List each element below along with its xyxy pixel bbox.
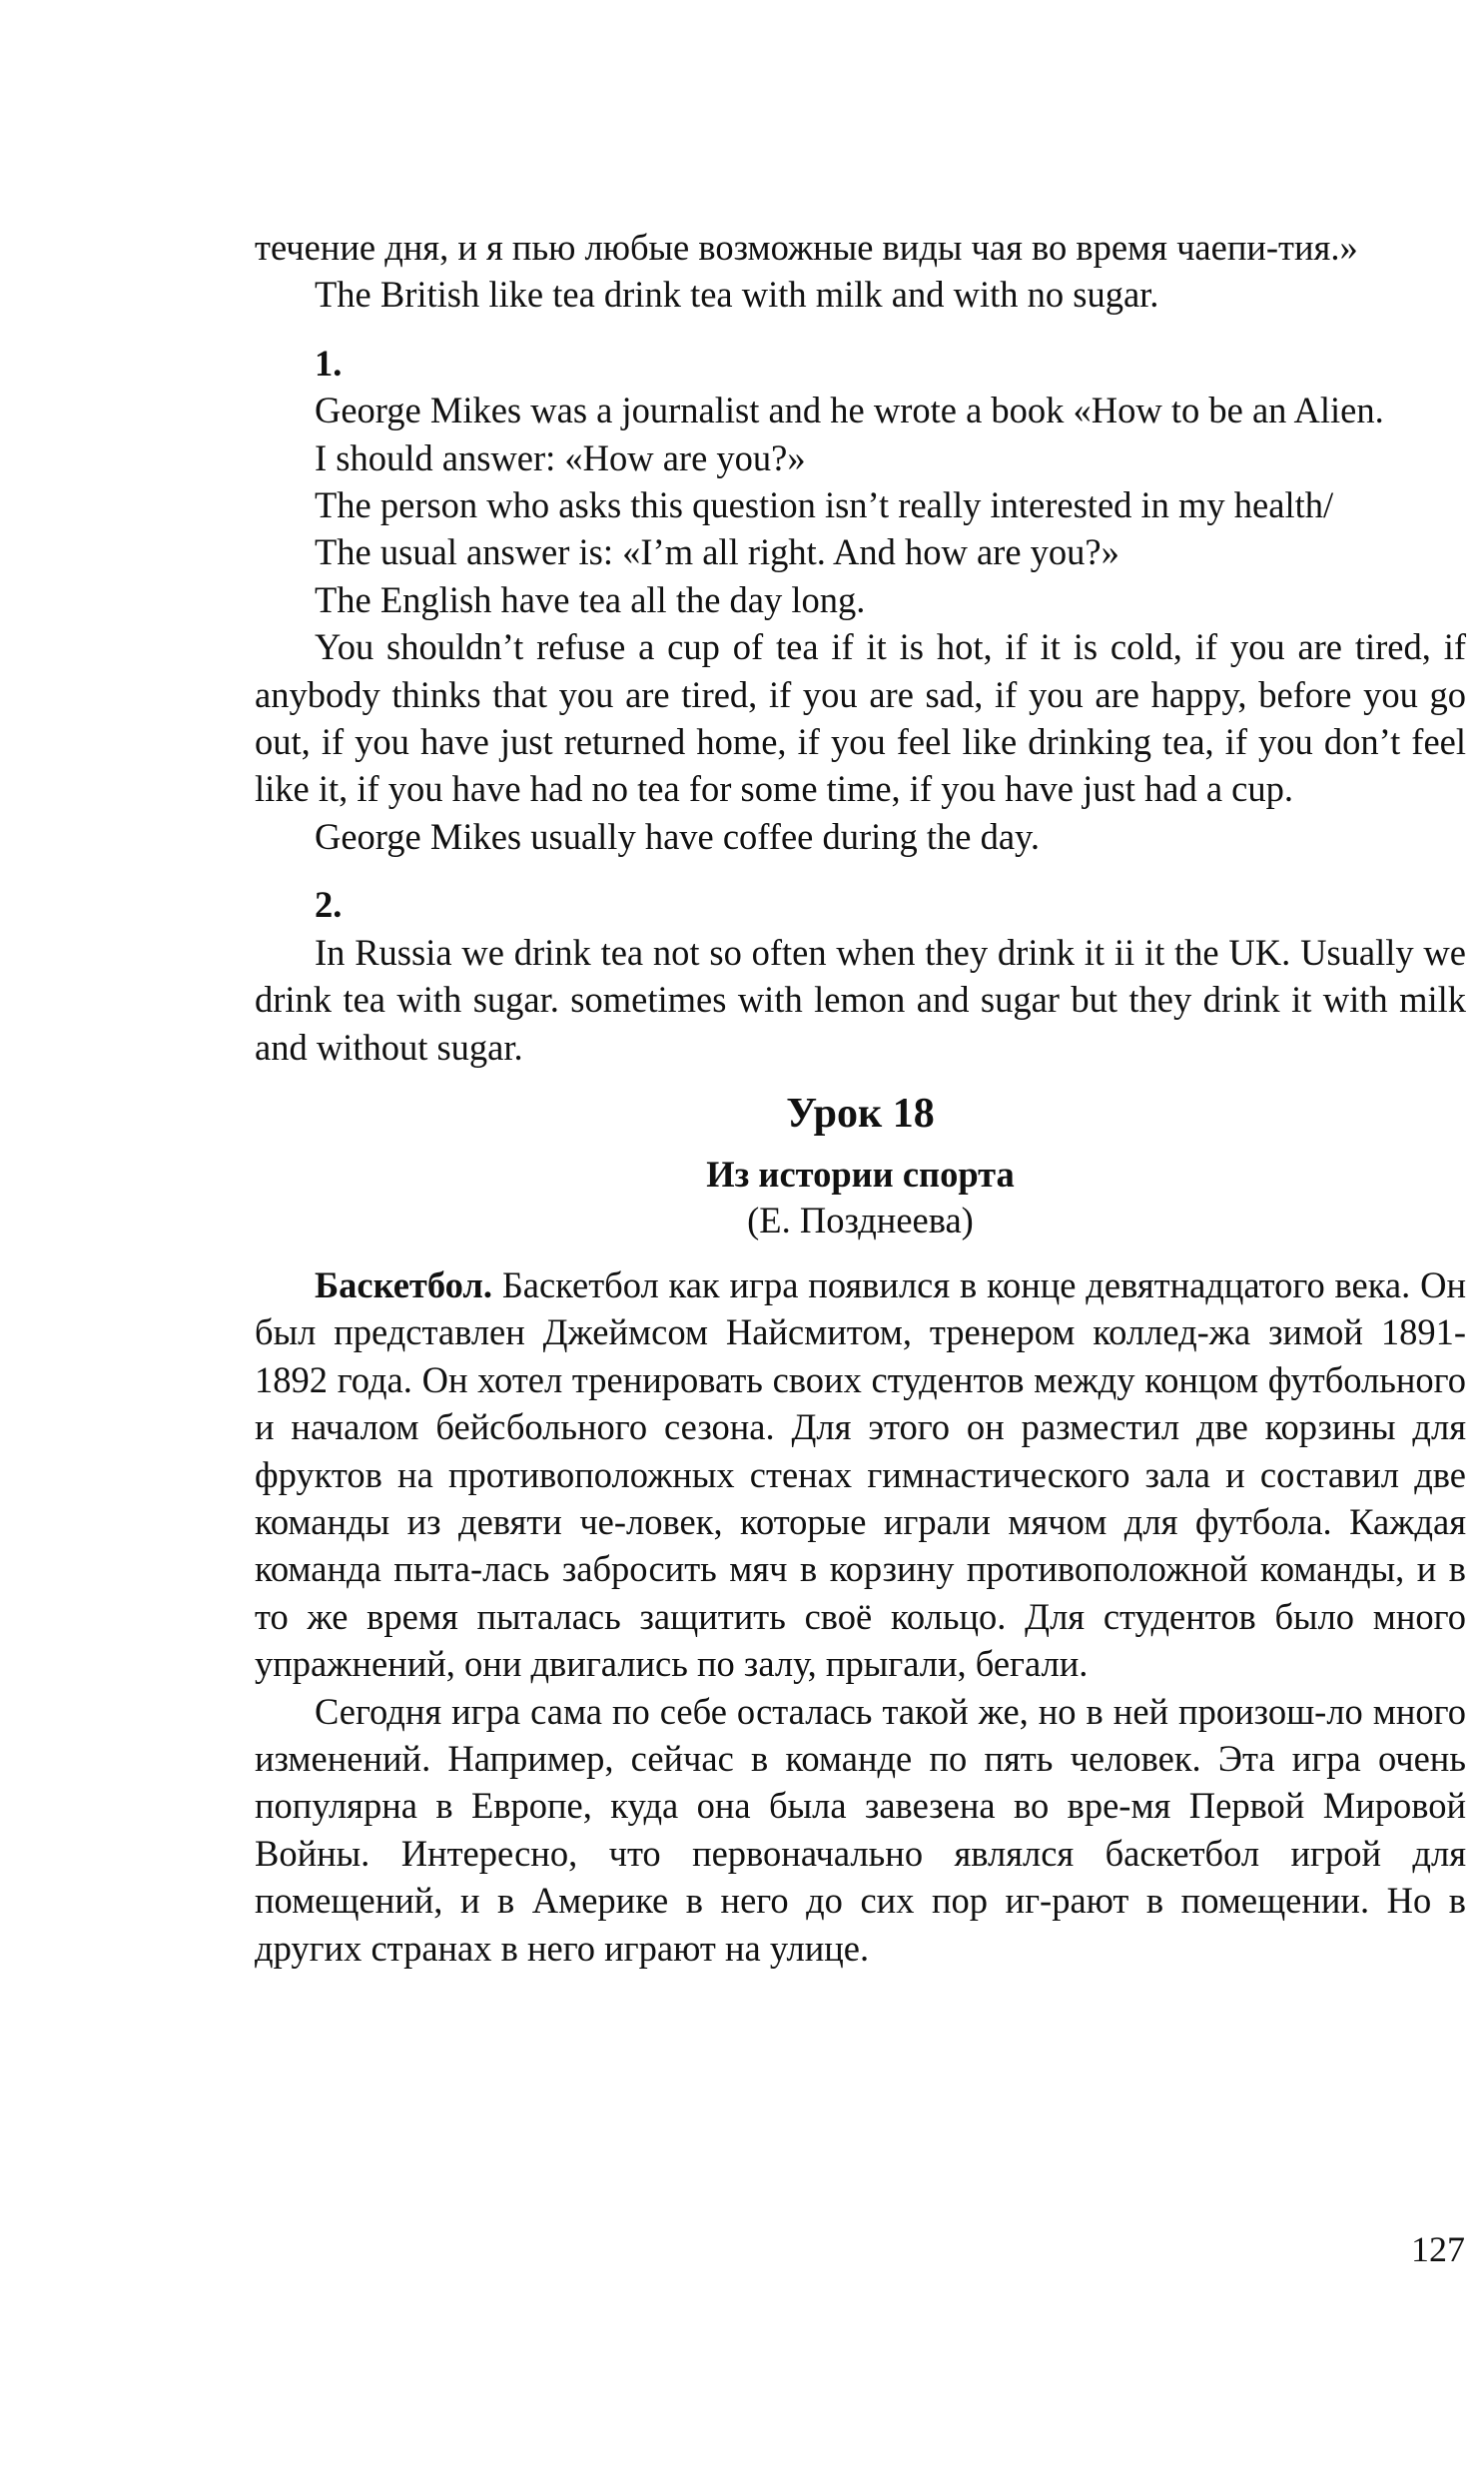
section1-paragraph: I should answer: «How are you?» (315, 436, 806, 478)
lesson-paragraph-2: Сегодня игра сама по себе осталась такой же, но в ней произош-ло много изменений. Например, сейчас в команде по пять человек. Эта игра очень популярна в Европе, куда она была завезена во вре-мя Первой Мировой Войны. Интересно, что первоначально являлся баскетбол игрой для помещений, и в Америке в него до сих пор иг-рают в помещении. Но в других странах в него играют на улице. (255, 1690, 1466, 1969)
section1-paragraph: The English have tea all the day long. (315, 578, 866, 620)
page-body (255, 224, 1466, 1972)
section1-paragraph: The person who asks this question isn’t really interested in my health/ (315, 484, 1334, 526)
section1-paragraph: The usual answer is: «I’m all right. And how are you?» (315, 531, 1119, 573)
paragraph-lead: Баскетбол. (315, 1263, 492, 1305)
text-title: Из истории спорта (706, 1153, 1015, 1195)
page-number: 127 (1411, 2229, 1465, 2269)
section1-paragraph: George Mikes usually have coffee during the day. (315, 815, 1041, 857)
lesson-title: Урок 18 (786, 1090, 935, 1137)
section2-paragraph: In Russia we drink tea not so often when they drink it ii it the UK. Usually we drink tea with sugar. sometimes with lemon and sugar but they drink it with milk and without sugar. (255, 931, 1466, 1068)
lesson-paragraph-1 (255, 1261, 1466, 1688)
section1-paragraph: You shouldn’t refuse a cup of tea if it is hot, if it is cold, if you are tired, if anybody thinks that you are tired, if you are sad, if you are happy, before you go out, if you have just returned home, if you feel like drinking tea, if you don’t feel like it, if you have had no tea for some time, if you have just had a cup. (255, 626, 1466, 810)
paragraph-body: Баскетбол как игра появился в конце девятнадцатого века. Он был представлен Джеймсом Найсмитом, тренером коллед-жа зимой 1891-1892 года. Он хотел тренировать своих студентов между концом футбольного и началом бейсбольного сезона. Для этого он разместил две корзины для фруктов на противоположных стенах гимнастического зала и составил две команды из девяти че-ловек, которые играли мячом для футбола. Каждая команда пыта-лась забросить мяч в корзину противоположной команды, и в то же время пыталась защитить своё кольцо. Для студентов было много упражнений, они двигались по залу, прыгали, бегали. (255, 1263, 1466, 1685)
section-number-1: 1. (315, 342, 343, 384)
section1-paragraph: George Mikes was a journalist and he wrote a book «How to be an Alien. (315, 390, 1384, 431)
section-number-2: 2. (315, 884, 343, 926)
text-author: (Е. Позднеева) (747, 1199, 974, 1240)
continued-paragraph: течение дня, и я пью любые возможные виды чая во время чаепи-тия.» (255, 227, 1358, 268)
answer-line: The British like tea drink tea with milk and with no sugar. (315, 274, 1159, 316)
